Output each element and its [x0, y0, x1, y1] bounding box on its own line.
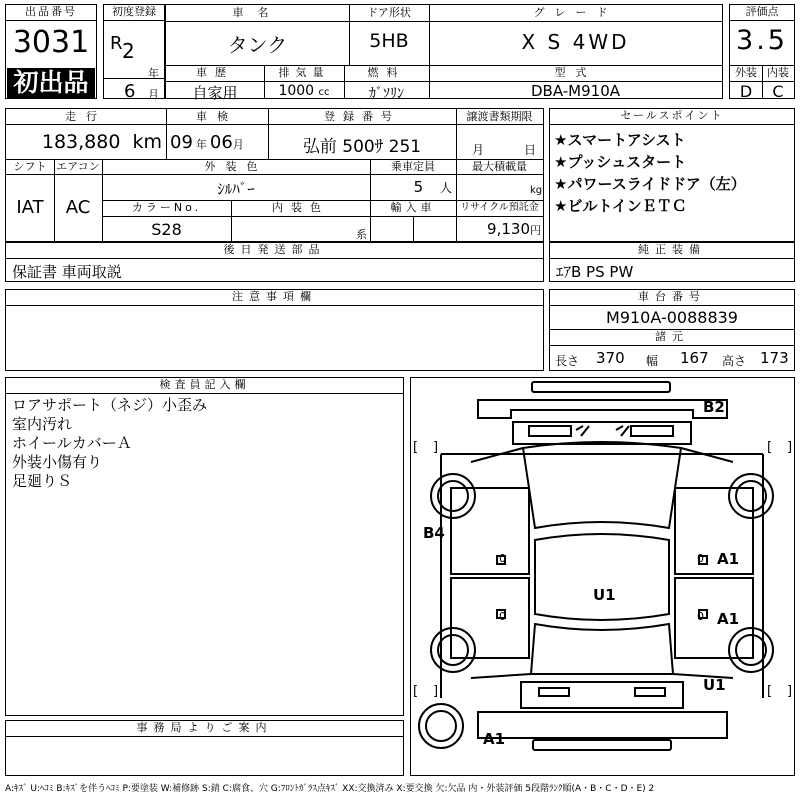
zero-mark: 0: [697, 610, 704, 623]
bracket: ]: [433, 684, 439, 699]
bracket: [: [767, 684, 773, 699]
color-no-label: カラーNo.: [131, 201, 202, 214]
inspector-line: 足廻りＳ: [12, 472, 73, 490]
recycle-unit: 円: [530, 224, 541, 237]
reg-number-label: 登録番号: [324, 110, 400, 123]
equipment-value: ｴｱB PS PW: [556, 263, 634, 281]
dims-label: 諸元: [550, 330, 794, 346]
chassis-label: 車台番号: [550, 290, 794, 306]
capacity-label: 乗車定員: [391, 160, 435, 173]
later-parts-value: 保証書 車両取説: [12, 263, 122, 281]
bracket: [: [767, 440, 773, 455]
mark-rear-bumper: A1: [483, 730, 506, 748]
inspection-year: 09: [170, 132, 193, 153]
length-label: 長さ: [555, 354, 580, 368]
max-load-unit: kg: [530, 185, 543, 196]
era: R: [110, 33, 123, 54]
inspector-line: ホイールカバーＡ: [12, 434, 132, 452]
chassis-number: M910A-0088839: [606, 308, 738, 327]
year-unit: 年: [148, 67, 159, 80]
int-color-label: 内装色: [272, 201, 329, 214]
bracket: ]: [787, 440, 793, 455]
score-box: [729, 4, 795, 99]
fuel-label: 燃料: [367, 66, 406, 79]
office-box: [5, 720, 404, 776]
inspector-box: [5, 377, 404, 716]
capacity-unit: 人: [439, 181, 452, 195]
bracket: [: [413, 440, 419, 455]
height-label: 高さ: [722, 354, 747, 368]
ext-grade: D: [739, 82, 753, 101]
inspection-year-unit: 年: [195, 138, 207, 151]
inspection-month-unit: 月: [232, 138, 244, 151]
month-number: 6: [124, 81, 136, 102]
inspector-line: ロアサポート（ネジ）小歪み: [12, 396, 208, 414]
inspector-lines: [12, 396, 207, 491]
notes-label: 注意事項欄: [6, 290, 543, 306]
inspection-date: [170, 132, 268, 153]
grade: X S 4WD: [521, 30, 630, 54]
door-type: 5HB: [369, 30, 409, 52]
max-load-label: 最大積載量: [472, 160, 527, 173]
mark-front-bumper: B2: [703, 398, 725, 416]
transfer-deadline-label: 譲渡書類期限: [466, 110, 533, 123]
mark-roof: U1: [593, 586, 616, 604]
ext-grade-label: 外装: [735, 66, 757, 79]
model: DBA-M910A: [530, 82, 621, 100]
first-reg-box: [103, 4, 165, 102]
lot-box: [5, 4, 97, 99]
inspector-line: 室内汚れ: [12, 415, 73, 433]
score-label: 評価点: [730, 5, 794, 21]
mileage-label: 走行: [65, 110, 107, 123]
height: 173: [760, 349, 789, 367]
inspector-label: 検査員記入欄: [6, 378, 403, 394]
car-outline-svg: [411, 378, 794, 775]
history-label: 車歴: [196, 66, 234, 79]
mileage-value: 183,880: [41, 131, 121, 153]
shift-label: シフト: [13, 160, 47, 173]
bracket: [: [413, 684, 419, 699]
sales-point-item: ★パワースライドドア（左）: [554, 175, 746, 193]
transfer-month-unit: 月: [472, 143, 485, 157]
damage-legend: A:ｷｽﾞ U:ﾍｺﾐ B:ｷｽﾞを伴うﾍｺﾐ P:要塗装 W:補修跡 S:錆 C:腐食、穴 G:ﾌﾛﾝﾄｶﾞﾗｽ点ｷｽﾞ XX:交換済み X:要交換 欠:欠品 内・外装評価 5段階ﾗﾝｸ順(A・B・C・D・E) 2: [5, 784, 655, 794]
inspection-label: 車検: [196, 110, 238, 123]
model-label: 型式: [554, 66, 597, 79]
mark-right-front-door: A1: [717, 550, 740, 568]
transfer-day-unit: 日: [524, 143, 537, 157]
mark-rear-quarter: U1: [703, 676, 726, 694]
int-color-unit: 系: [356, 228, 367, 241]
bracket: ]: [787, 684, 793, 699]
sales-points-box: [549, 108, 795, 242]
recycle-label: リサイクル預託金: [460, 202, 539, 213]
import-label: 輸入車: [390, 201, 436, 214]
mileage: [6, 131, 162, 153]
ext-color: ｼﾙﾊﾞｰ: [217, 180, 255, 198]
int-grade: C: [772, 82, 784, 101]
sales-point-item: ★プッシュスタート: [554, 153, 687, 171]
ac-label: エアコン: [56, 160, 100, 173]
detail-grid: [5, 108, 544, 242]
equipment-label: 純正装備: [550, 243, 794, 259]
month-unit: 月: [148, 88, 159, 101]
displacement-unit: cc: [318, 87, 330, 98]
grade-label: グレード: [533, 6, 618, 19]
inspector-line: 外装小傷有り: [12, 453, 103, 471]
zero-mark: 0: [499, 610, 506, 623]
zero-mark: 0: [499, 552, 506, 565]
shift: IAT: [16, 197, 44, 218]
zero-mark: 0: [697, 552, 704, 565]
lot-number: 3031: [12, 25, 90, 60]
displacement: [264, 83, 344, 99]
mark-right-rear-door: A1: [717, 610, 740, 628]
car-name: タンク: [227, 33, 288, 57]
history: 自家用: [192, 84, 238, 102]
bracket: ]: [433, 440, 439, 455]
capacity: [370, 178, 452, 196]
reg-number: 弘前 500ｻ 251: [302, 137, 422, 157]
int-grade-label: 内装: [767, 66, 789, 79]
damage-diagram: [410, 377, 795, 776]
ac: AC: [65, 197, 91, 218]
fuel: ｶﾞｿﾘﾝ: [369, 86, 404, 102]
displacement-value: 1000: [278, 83, 315, 99]
length: 370: [596, 349, 625, 367]
car-info-box: [165, 4, 723, 102]
capacity-value: 5: [413, 178, 424, 196]
chassis-box: [549, 289, 795, 371]
first-reg-label: 初度登録: [104, 5, 164, 21]
width: 167: [680, 349, 709, 367]
later-parts-box: [5, 242, 544, 282]
mileage-unit: km: [132, 131, 162, 153]
office-label: 事務局よりご案内: [6, 721, 403, 737]
lot-label: 出品番号: [6, 5, 96, 21]
sales-points-label: セールスポイント: [550, 109, 794, 125]
ext-color-label: 外装色: [204, 160, 268, 173]
inspection-month: 06: [209, 132, 233, 153]
first-listing-badge: 初出品: [7, 68, 95, 98]
mark-left-fender: B4: [423, 524, 445, 542]
later-parts-label: 後日発送部品: [6, 243, 543, 259]
notes-box: [5, 289, 544, 371]
sales-point-item: ★スマートアシスト: [554, 131, 686, 149]
recycle: [456, 220, 541, 238]
width-label: 幅: [646, 354, 659, 368]
sales-point-item: ★ビルトインＥＴＣ: [554, 197, 687, 215]
color-no: S28: [151, 220, 182, 239]
equipment-box: [549, 242, 795, 282]
recycle-value: 9,130: [487, 220, 530, 238]
car-name-label: 車名: [232, 6, 283, 19]
year-number: 2: [122, 39, 135, 63]
displacement-label: 排気量: [278, 66, 330, 79]
score: 3.5: [736, 25, 788, 56]
door-label: ドア形状: [367, 6, 411, 19]
